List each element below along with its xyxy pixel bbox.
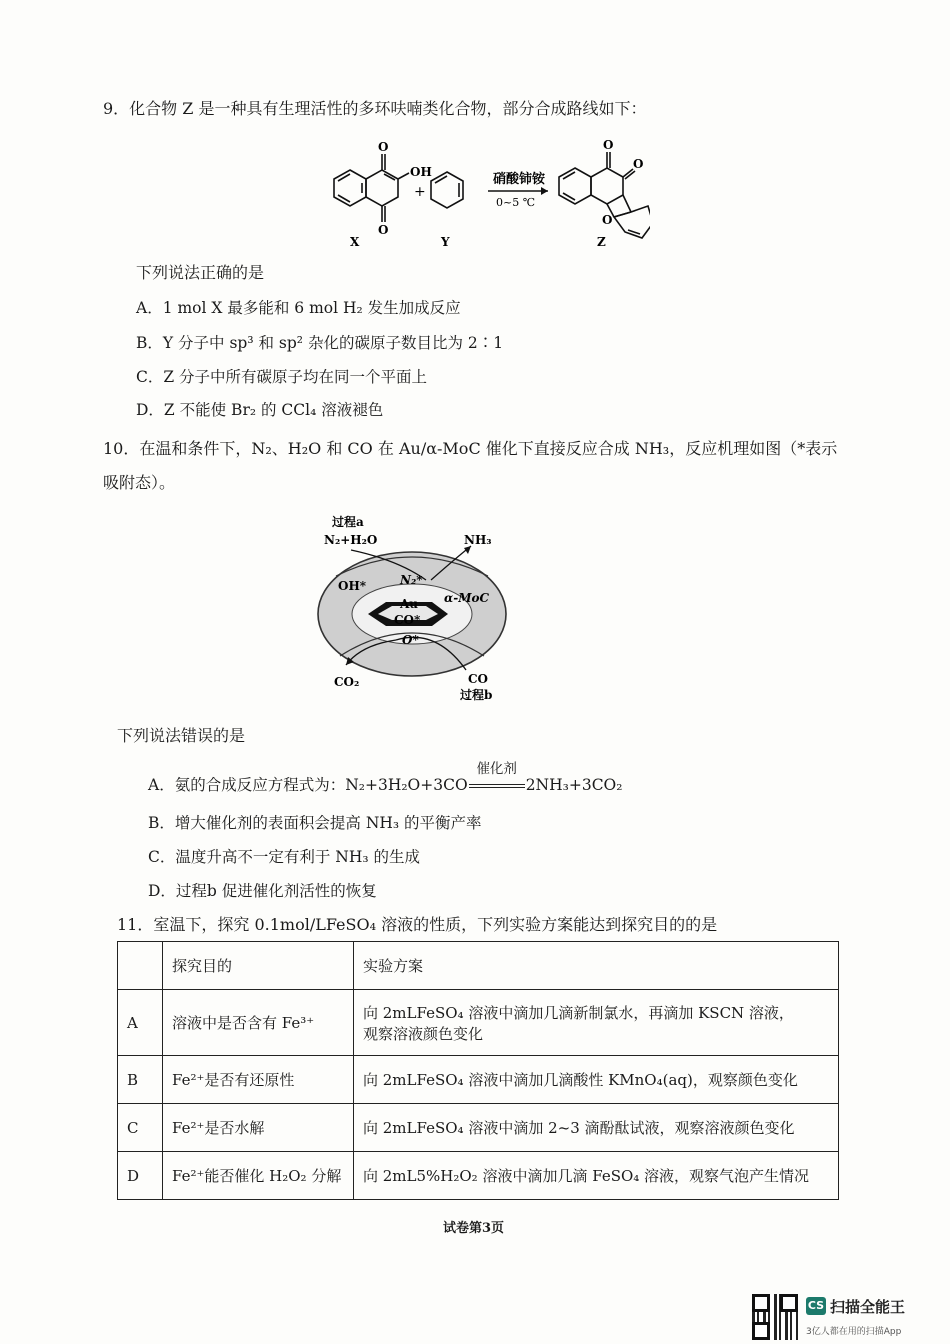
temperature-label: 0~5 ℃ bbox=[496, 196, 536, 209]
scanner-tagline: 3亿人都在用的扫描App bbox=[806, 1327, 902, 1337]
row-key: A bbox=[118, 990, 163, 1056]
plan-line: 向 2mLFeSO₄ 溶液中滴加几滴新制氯水，再滴加 KSCN 溶液， bbox=[363, 1003, 794, 1022]
compound-x-structure bbox=[334, 154, 409, 222]
au-label: Au bbox=[400, 597, 419, 611]
equation-right: 2NH₃+3CO₂ bbox=[525, 776, 623, 794]
row-plan: 向 2mL5%H₂O₂ 溶液中滴加几滴 FeSO₄ 溶液，观察气泡产生情况 bbox=[354, 1152, 839, 1200]
label-x: X bbox=[350, 235, 360, 249]
n2-h2o-label: N₂+H₂O bbox=[324, 533, 378, 547]
q10-option-a bbox=[148, 761, 623, 796]
table-row bbox=[118, 1056, 839, 1104]
process-b-label: 过程b bbox=[460, 688, 493, 702]
q10-stem-line1: 10．在温和条件下，N₂、H₂O 和 CO 在 Au/α-MoC 催化下直接反应合成 NH₃，反应机理如图（*表示 bbox=[103, 439, 838, 458]
x-oxygen-top: O bbox=[378, 140, 389, 154]
catalyst-arrow bbox=[468, 761, 526, 796]
n2-star-label: N₂* bbox=[400, 573, 423, 587]
row-plan: 向 2mLFeSO₄ 溶液中滴加几滴酸性 KMnO₄(aq)，观察颜色变化 bbox=[354, 1056, 839, 1104]
compound-y-structure bbox=[431, 172, 463, 208]
page-footer: 试卷第3页 bbox=[443, 1221, 505, 1236]
q11-table bbox=[117, 941, 839, 1200]
q9-stem: 9．化合物 Z 是一种具有生理活性的多环呋喃类化合物，部分合成路线如下： bbox=[103, 99, 647, 118]
row-key: D bbox=[118, 1152, 163, 1200]
co-label: CO bbox=[468, 672, 489, 686]
row-purpose: Fe²⁺是否有还原性 bbox=[163, 1056, 354, 1104]
moc-label: α-MoC bbox=[444, 591, 490, 605]
q9-option-d: D．Z 不能使 Br₂ 的 CCl₄ 溶液褪色 bbox=[136, 401, 384, 419]
co2-label: CO₂ bbox=[334, 675, 360, 689]
z-oxygen-top: O bbox=[603, 138, 614, 152]
qr-code bbox=[752, 1294, 798, 1340]
label-z: Z bbox=[597, 235, 606, 249]
row-key: C bbox=[118, 1104, 163, 1152]
z-oxygen-furan: O bbox=[602, 213, 613, 227]
scanner-logo-icon: CS bbox=[806, 1297, 826, 1315]
z-oxygen-right: O bbox=[633, 157, 644, 171]
q10-mechanism-diagram bbox=[316, 510, 516, 706]
co-star-label: CO* bbox=[394, 613, 421, 627]
label-y: Y bbox=[441, 235, 450, 249]
q11-stem: 11．室温下，探究 0.1mol/LFeSO₄ 溶液的性质，下列实验方案能达到探究目的的是 bbox=[117, 915, 718, 934]
row-purpose: Fe²⁺是否水解 bbox=[163, 1104, 354, 1152]
table-row bbox=[118, 990, 839, 1056]
table-row bbox=[118, 1104, 839, 1152]
table-header-row bbox=[118, 942, 839, 990]
row-purpose: 溶液中是否含有 Fe³⁺ bbox=[163, 990, 354, 1056]
row-plan bbox=[354, 990, 839, 1056]
row-purpose: Fe²⁺能否催化 H₂O₂ 分解 bbox=[163, 1152, 354, 1200]
row-plan: 向 2mLFeSO₄ 溶液中滴加 2~3 滴酚酞试液，观察溶液颜色变化 bbox=[354, 1104, 839, 1152]
oh-star-label: OH* bbox=[338, 579, 367, 593]
header-purpose: 探究目的 bbox=[163, 942, 354, 990]
plan-line: 观察溶液颜色变化 bbox=[363, 1024, 484, 1043]
row-key: B bbox=[118, 1056, 163, 1104]
process-a-label: 过程a bbox=[332, 515, 364, 529]
q9-prompt: 下列说法正确的是 bbox=[136, 263, 265, 282]
nh3-label: NH₃ bbox=[464, 533, 492, 547]
scanner-brand: 扫描全能王 bbox=[830, 1298, 906, 1316]
x-oxygen-bottom: O bbox=[378, 223, 389, 237]
o-star-label: O* bbox=[402, 633, 419, 647]
catalyst-label: 催化剂 bbox=[476, 761, 517, 777]
q9-reaction-scheme bbox=[310, 128, 650, 250]
q10-prompt: 下列说法错误的是 bbox=[117, 726, 246, 745]
reagent-label: 硝酸铈铵 bbox=[493, 172, 546, 187]
q10-option-b: B．增大催化剂的表面积会提高 NH₃ 的平衡产率 bbox=[148, 814, 482, 832]
x-hydroxyl: OH bbox=[410, 165, 432, 179]
q9-option-c: C．Z 分子中所有碳原子均在同一个平面上 bbox=[136, 368, 428, 386]
equation-left: A．氨的合成反应方程式为：N₂+3H₂O+3CO bbox=[148, 776, 468, 794]
q10-option-c: C．温度升高不一定有利于 NH₃ 的生成 bbox=[148, 848, 421, 866]
q10-option-d: D．过程b 促进催化剂活性的恢复 bbox=[148, 882, 377, 900]
plus-sign: + bbox=[414, 184, 426, 200]
q10-stem-line2: 吸附态）。 bbox=[103, 473, 176, 492]
header-key bbox=[118, 942, 163, 990]
table-row bbox=[118, 1152, 839, 1200]
q9-option-a: A．1 mol X 最多能和 6 mol H₂ 发生加成反应 bbox=[136, 299, 461, 317]
q9-option-b: B．Y 分子中 sp³ 和 sp² 杂化的碳原子数目比为 2∶1 bbox=[136, 334, 504, 352]
header-plan: 实验方案 bbox=[354, 942, 839, 990]
